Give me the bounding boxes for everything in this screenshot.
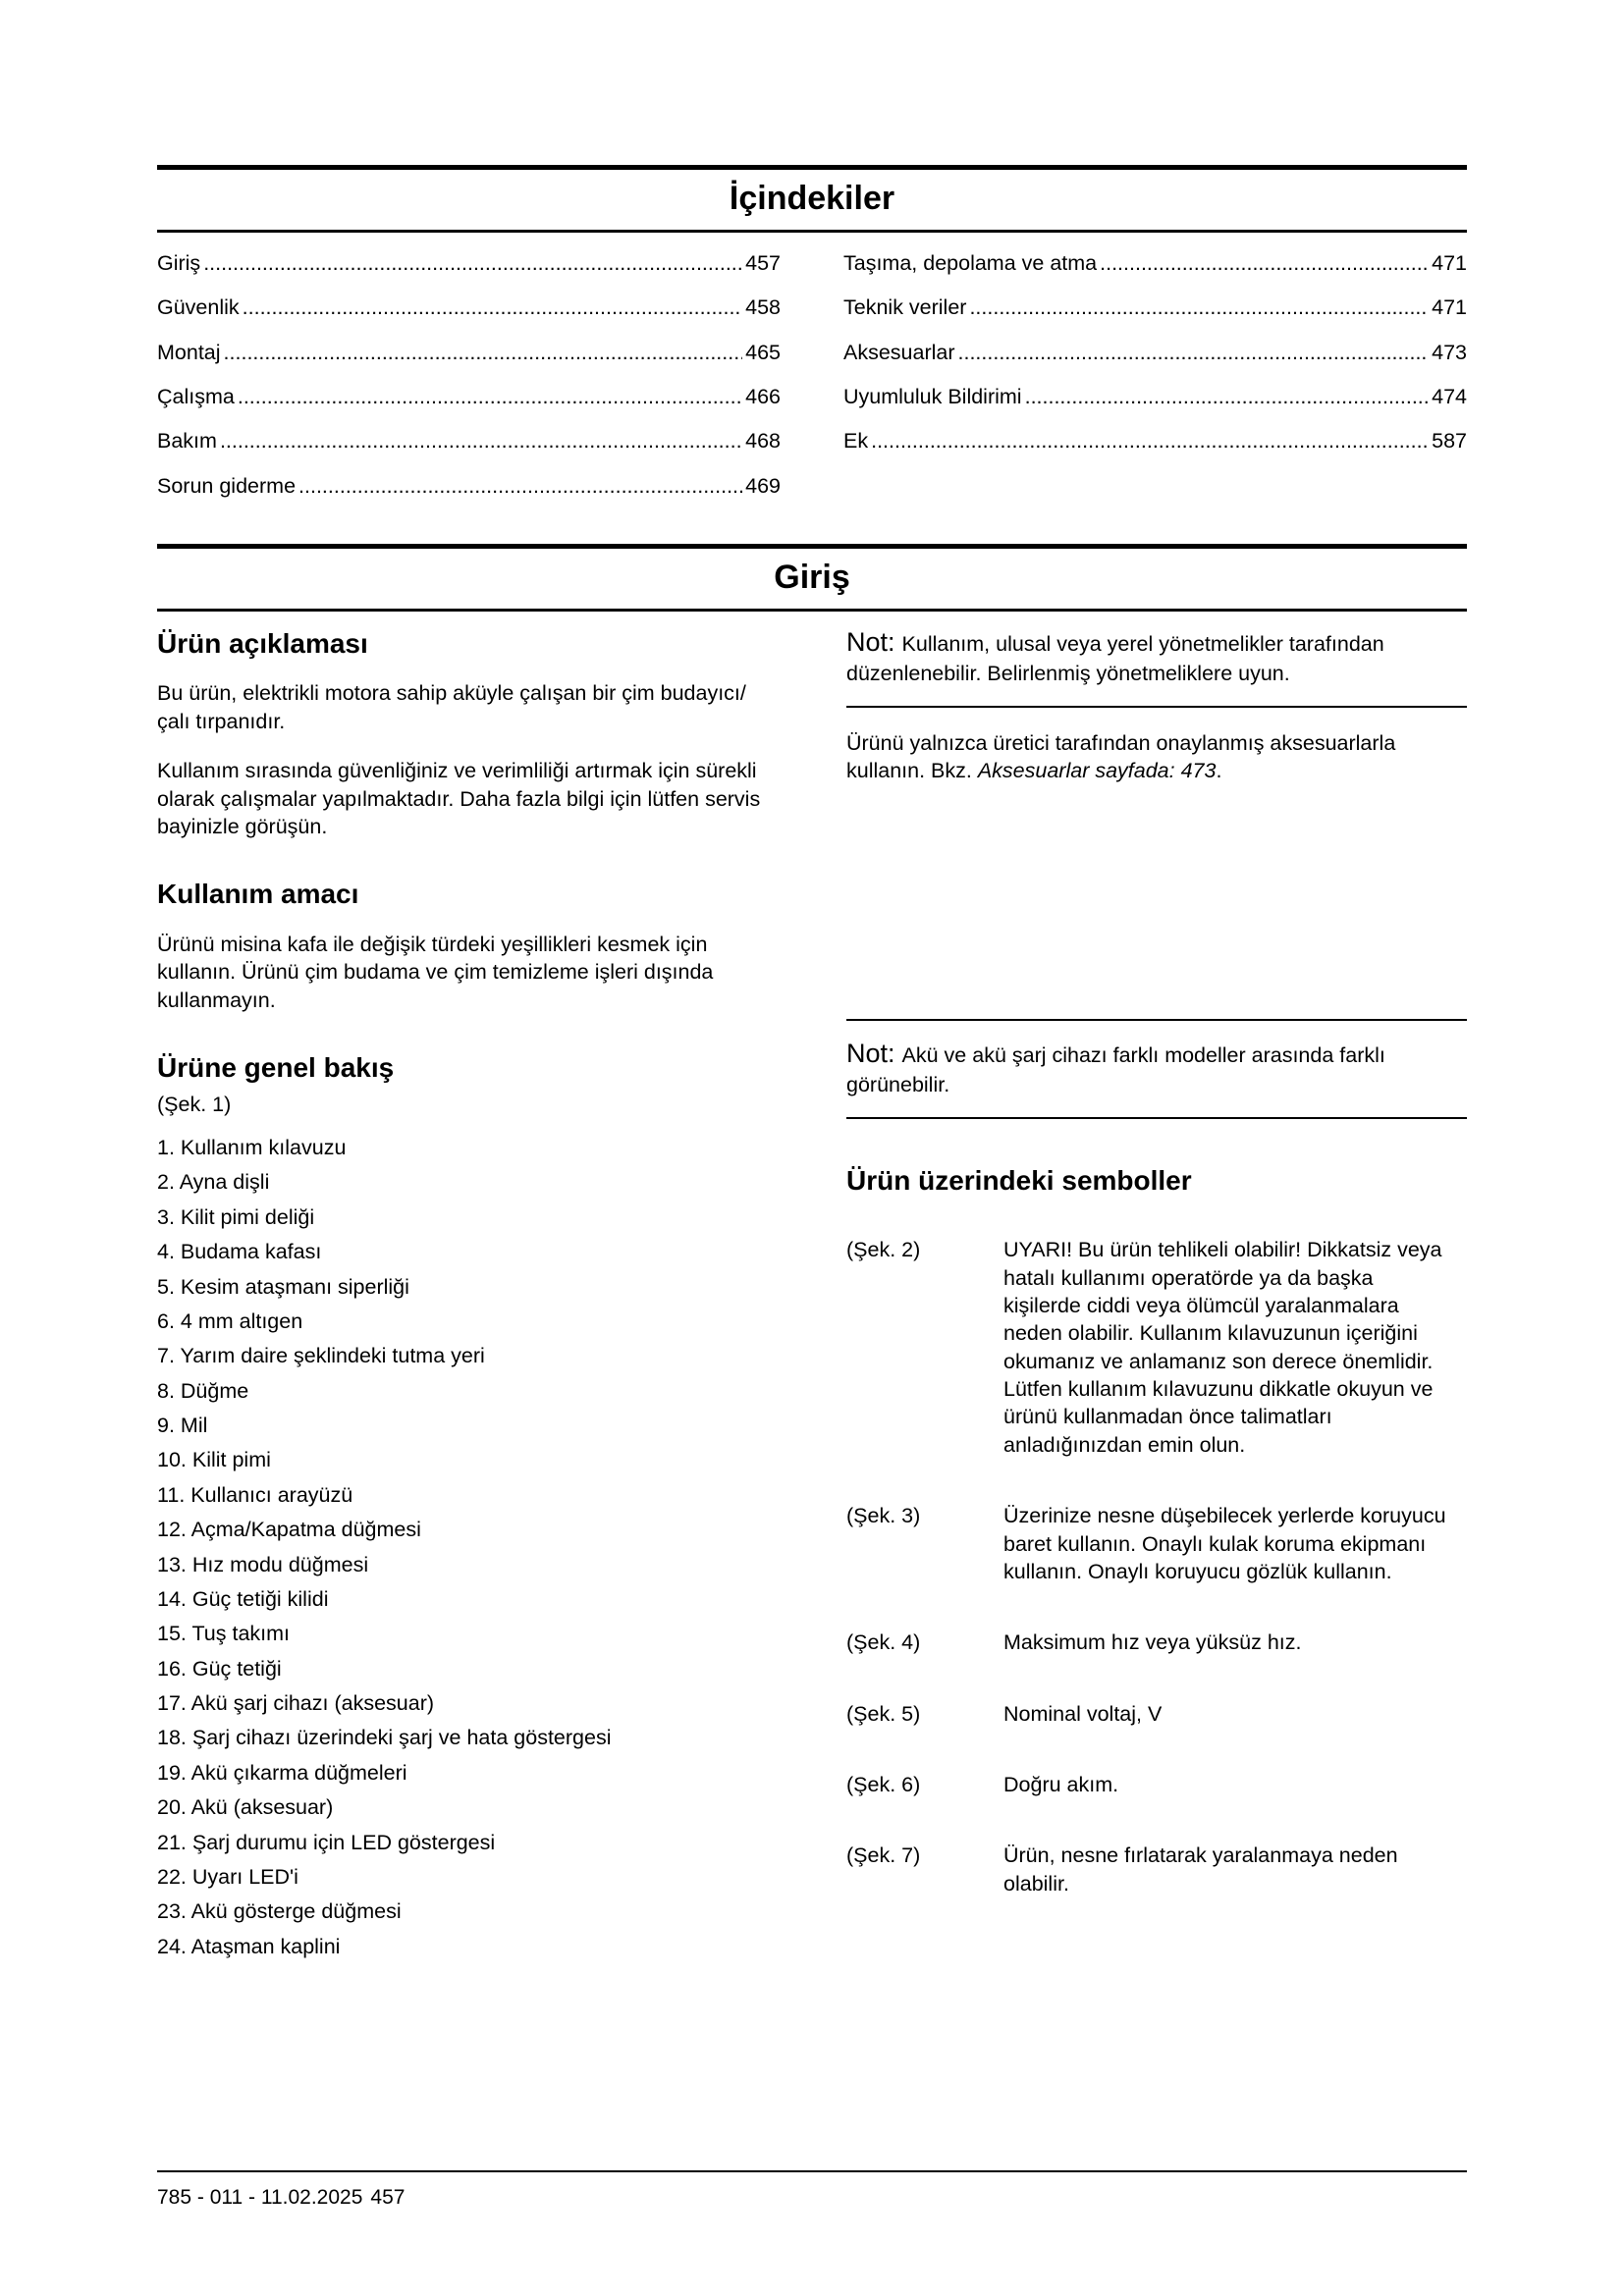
content-columns [157, 612, 1467, 1967]
figure-ref: (Şek. 7) [846, 1843, 921, 1868]
toc-entry-page: 457 [745, 250, 781, 275]
accessories-cross-reference: Aksesuarlar sayfada: 473 [977, 759, 1217, 783]
overview-item: 7. Yarım daire şeklindeki tutma yeri [157, 1344, 485, 1368]
toc-entry-label: Bakım [157, 429, 217, 454]
toc-entry-label: Ek [843, 429, 869, 454]
figure-ref: (Şek. 4) [846, 1630, 921, 1655]
heading-intended-use: Kullanım amacı [157, 879, 359, 910]
toc-entry-label: Aksesuarlar [843, 340, 955, 364]
overview-item: 1. Kullanım kılavuzu [157, 1136, 347, 1159]
toc-dot-leader [203, 249, 742, 277]
figure-ref: (Şek. 1) [157, 1092, 232, 1116]
toc-entry-label: Teknik veriler [843, 295, 967, 320]
toc-title: İçindekiler [729, 180, 895, 217]
overview-item: 8. Düğme [157, 1378, 249, 1403]
toc-entry-page: 468 [745, 429, 781, 454]
overview-item: 12. Açma/Kapatma düğmesi [157, 1518, 421, 1542]
footer-page-number: 457 [370, 2186, 406, 2210]
symbol-row [846, 1842, 1467, 1897]
toc-entry-page: 473 [1432, 340, 1467, 364]
overview-item: 22. Uyarı LED'i [157, 1864, 298, 1889]
toc-entry-label: Uyumluluk Bildirimi [843, 384, 1022, 408]
overview-item: 21. Şarj durumu için LED göstergesi [157, 1830, 496, 1854]
page-footer [157, 2170, 1467, 2212]
toc-dot-leader [1100, 249, 1429, 277]
overview-item: 18. Şarj cihazı üzerindeki şarj ve hata göstergesi [157, 1726, 612, 1750]
symbol-description: UYARI! Bu ürün tehlikeli olabilir! Dikkatsiz veya hatalı kullanımı operatörde ya da başka kişilerde ciddi veya ölümcül yaralanmalara neden olabilir. Kullanım kılavuzunun içeriğini okumanız ve anlamanız son derece önemlidir. Lütfen kullanım kılavuzunu dikkatle okuyun ve ürünü kullanmadan önce talimatları anladığınızdan emin olun. [1003, 1238, 1442, 1457]
toc-entry-page: 471 [1432, 295, 1467, 320]
overview-item: 19. Akü çıkarma düğmeleri [157, 1760, 407, 1785]
product-description-paragraph-1: Bu ürün, elektrikli motora sahip aküyle çalışan bir çim budayıcı/çalı tırpanıdır. [157, 681, 746, 733]
toc-entry [157, 383, 781, 410]
toc-entry-page: 587 [1432, 429, 1467, 454]
overview-item: 5. Kesim ataşmanı siperliği [157, 1274, 409, 1299]
toc-entry [843, 294, 1467, 321]
symbols-list [846, 1236, 1467, 1897]
note-text: Akü ve akü şarj cihazı farklı modeller arasında farklı görünebilir. [846, 1042, 1385, 1097]
toc-dot-leader [871, 427, 1429, 454]
accessories-paragraph-suffix: . [1216, 759, 1222, 783]
section-title: Giriş [774, 559, 850, 597]
symbol-row [846, 1700, 1467, 1728]
toc-entry-label: Çalışma [157, 384, 235, 408]
symbol-row [846, 1502, 1467, 1585]
overview-item: 16. Güç tetiği [157, 1656, 282, 1681]
toc-entry [843, 427, 1467, 454]
note-label: Not: [846, 626, 895, 657]
toc-dot-leader [1025, 383, 1430, 410]
toc-dot-leader [969, 294, 1429, 321]
table-of-contents [157, 233, 1467, 544]
toc-entry [843, 383, 1467, 410]
toc-entry-label: Giriş [157, 250, 201, 275]
figure-ref: (Şek. 5) [846, 1701, 921, 1726]
accessories-paragraph [846, 729, 1467, 785]
toc-column-right [843, 249, 1467, 516]
symbol-description: Ürün, nesne fırlatarak yaralanmaya neden olabilir. [1003, 1843, 1398, 1896]
overview-item: 4. Budama kafası [157, 1240, 322, 1264]
symbol-row [846, 1771, 1467, 1798]
overview-item: 6. 4 mm altıgen [157, 1308, 303, 1333]
note-battery-models [846, 1019, 1467, 1119]
overview-item: 24. Ataşman kaplini [157, 1934, 341, 1958]
footer-doc-number: 785 - 011 - 11.02.2025 [157, 2186, 363, 2210]
toc-entry-page: 469 [745, 473, 781, 498]
note-regulations [846, 623, 1467, 708]
toc-dot-leader [220, 427, 742, 454]
symbol-description: Doğru akım. [1003, 1773, 1119, 1797]
toc-entry [157, 294, 781, 321]
product-description-paragraph-2: Kullanım sırasında güvenliğiniz ve verimliliği artırmak için sürekli olarak çalışmalar yapılmaktadır. Daha fazla bilgi için lütfen servis bayinizle görüşün. [157, 759, 761, 838]
left-column [157, 623, 778, 1967]
symbol-description: Nominal voltaj, V [1003, 1701, 1163, 1726]
toc-entry [157, 339, 781, 366]
overview-list [157, 1134, 778, 1960]
toc-entry [157, 472, 781, 500]
toc-entry-page: 474 [1432, 384, 1467, 408]
toc-entry-page: 466 [745, 384, 781, 408]
toc-entry-page: 465 [745, 340, 781, 364]
figure-ref: (Şek. 3) [846, 1504, 921, 1528]
overview-item: 17. Akü şarj cihazı (aksesuar) [157, 1691, 435, 1715]
symbol-description: Maksimum hız veya yüksüz hız. [1003, 1630, 1302, 1655]
overview-item: 15. Tuş takımı [157, 1622, 291, 1646]
toc-dot-leader [224, 339, 743, 366]
note-text: Kullanım, ulusal veya yerel yönetmelikler tarafından düzenlenebilir. Belirlenmiş yönetmeliklere uyun. [846, 631, 1384, 686]
heading-product-description: Ürün açıklaması [157, 627, 368, 659]
overview-item: 20. Akü (aksesuar) [157, 1795, 334, 1820]
toc-entry [843, 339, 1467, 366]
symbol-row [846, 1236, 1467, 1459]
right-column [846, 623, 1467, 1967]
toc-dot-leader [238, 383, 742, 410]
overview-item: 10. Kilit pimi [157, 1448, 271, 1472]
overview-item: 11. Kullanıcı arayüzü [157, 1482, 353, 1507]
accessories-paragraph-text: Ürünü yalnızca üretici tarafından onaylanmış aksesuarlarla kullanın. Bkz. [846, 730, 1396, 783]
toc-dot-leader [958, 339, 1430, 366]
symbol-row [846, 1629, 1467, 1656]
toc-entry-page: 458 [745, 295, 781, 320]
toc-column-left [157, 249, 781, 516]
heading-symbols: Ürün üzerindeki semboller [846, 1164, 1192, 1196]
toc-entry [157, 249, 781, 277]
toc-entry-label: Sorun giderme [157, 473, 297, 498]
toc-entry [843, 249, 1467, 277]
toc-entry-label: Taşıma, depolama ve atma [843, 250, 1098, 275]
figure-ref: (Şek. 6) [846, 1773, 921, 1797]
toc-entry-label: Montaj [157, 340, 221, 364]
overview-item: 13. Hız modu düğmesi [157, 1552, 369, 1576]
overview-item: 3. Kilit pimi deliği [157, 1204, 315, 1229]
symbol-description: Üzerinize nesne düşebilecek yerlerde koruyucu baret kullanın. Onaylı kulak koruma ekipmanı kullanın. Onaylı koruyucu gözlük kullanın. [1003, 1504, 1446, 1583]
note-label: Not: [846, 1038, 895, 1068]
toc-entry-page: 471 [1432, 250, 1467, 275]
overview-item: 2. Ayna dişli [157, 1170, 270, 1195]
toc-entry [157, 427, 781, 454]
toc-entry-label: Güvenlik [157, 295, 240, 320]
overview-item: 9. Mil [157, 1414, 208, 1437]
heading-product-overview: Ürüne genel bakış [157, 1052, 395, 1084]
figure-ref: (Şek. 2) [846, 1238, 921, 1262]
overview-item: 14. Güç tetiği kilidi [157, 1586, 329, 1611]
intended-use-paragraph: Ürünü misina kafa ile değişik türdeki yeşillikleri kesmek için kullanın. Ürünü çim budama ve çim temizleme işleri dışında kullanmayın. [157, 932, 714, 1012]
overview-item: 23. Akü gösterge düğmesi [157, 1899, 402, 1924]
toc-dot-leader [243, 294, 742, 321]
toc-dot-leader [298, 472, 742, 500]
